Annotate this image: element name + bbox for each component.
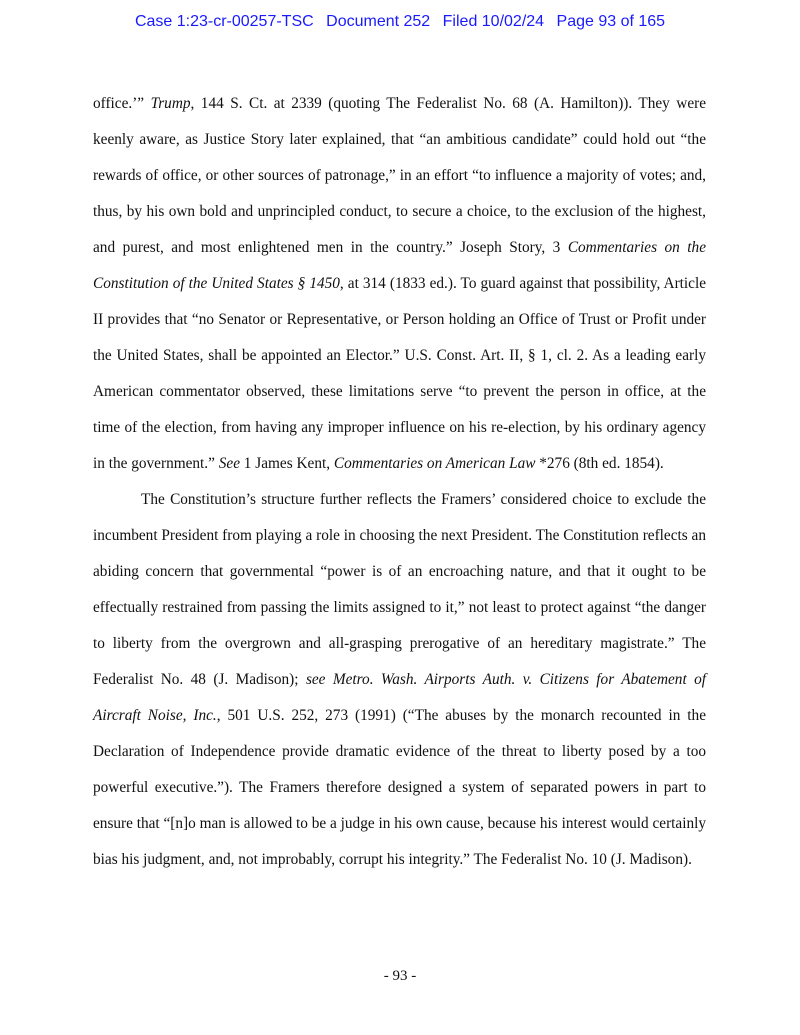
- p1-title-kent: Commentaries on American Law: [333, 455, 536, 472]
- p1-text-5: *276 (8th ed. 1854).: [535, 455, 664, 472]
- p2-text-1: The Constitution’s structure further reflects the Framers’ considered choice to exclude the incumbent President from playing a role in choosing the next President. The Constitution reflects an abiding concern that governmental “power is of an encroaching nature, and that it ought to be effectually restrained from passing the limits assigned to it,” not least to protect against “the danger to liberty from the overgrown and all-grasping prerogative of an hereditary magistrate.” The Federalist No. 48 (J. Madison);: [93, 491, 706, 688]
- paragraph-2: [93, 482, 706, 878]
- p1-signal-see: See: [218, 455, 240, 472]
- p1-title-story: Commentaries on the Constitution of the United States § 1450: [93, 239, 706, 292]
- paragraph-1: [93, 86, 706, 482]
- filed-date: Filed 10/02/24: [442, 13, 545, 30]
- p2-case-metro: see Metro. Wash. Airports Auth. v. Citizens for Abatement of Aircraft Noise, Inc.: [93, 671, 707, 724]
- p1-text-1: office.’”: [93, 95, 151, 112]
- document-number: Document 252: [326, 13, 431, 30]
- page-number: - 93 -: [383, 968, 417, 984]
- p1-text-4: 1 James Kent,: [239, 455, 334, 472]
- case-header: [0, 13, 800, 31]
- page-of: Page 93 of 165: [556, 13, 666, 30]
- body-text: [93, 86, 706, 878]
- case-number: Case 1:23-cr-00257-TSC: [134, 13, 314, 30]
- p2-text-2: , 501 U.S. 252, 273 (1991) (“The abuses by the monarch recounted in the Declaration of Independence provide dramatic evidence of the threat to liberty posed by a too powerful executive.”). The Framers therefore designed a system of separated powers in part to ensure that “[n]o man is allowed to be a judge in his own cause, because his interest would certainly bias his judgment, and, not improbably, corrupt his integrity.” The Federalist No. 10 (J. Madison).: [93, 707, 706, 868]
- p1-text-2: , 144 S. Ct. at 2339 (quoting The Federalist No. 68 (A. Hamilton)). They were keenly aware, as Justice Story later explained, that “an ambitious candidate” could hold out “the rewards of office, or other sources of patronage,” in an effort “to influence a majority of votes; and, thus, by his own bold and unprincipled conduct, to secure a choice, to the exclusion of the highest, and purest, and most enlightened men in the country.” Joseph Story, 3: [93, 95, 707, 256]
- p1-text-3: , at 314 (1833 ed.). To guard against that possibility, Article II provides that “no Senator or Representative, or Person holding an Office of Trust or Profit under the United States, shall be appointed an Elector.” U.S. Const. Art. II, § 1, cl. 2. As a leading early American commentator observed, these limitations serve “to prevent the person in office, at the time of the election, from having any improper influence on his re-election, by his ordinary agency in the government.”: [93, 275, 706, 472]
- p1-case-trump: Trump: [150, 95, 191, 112]
